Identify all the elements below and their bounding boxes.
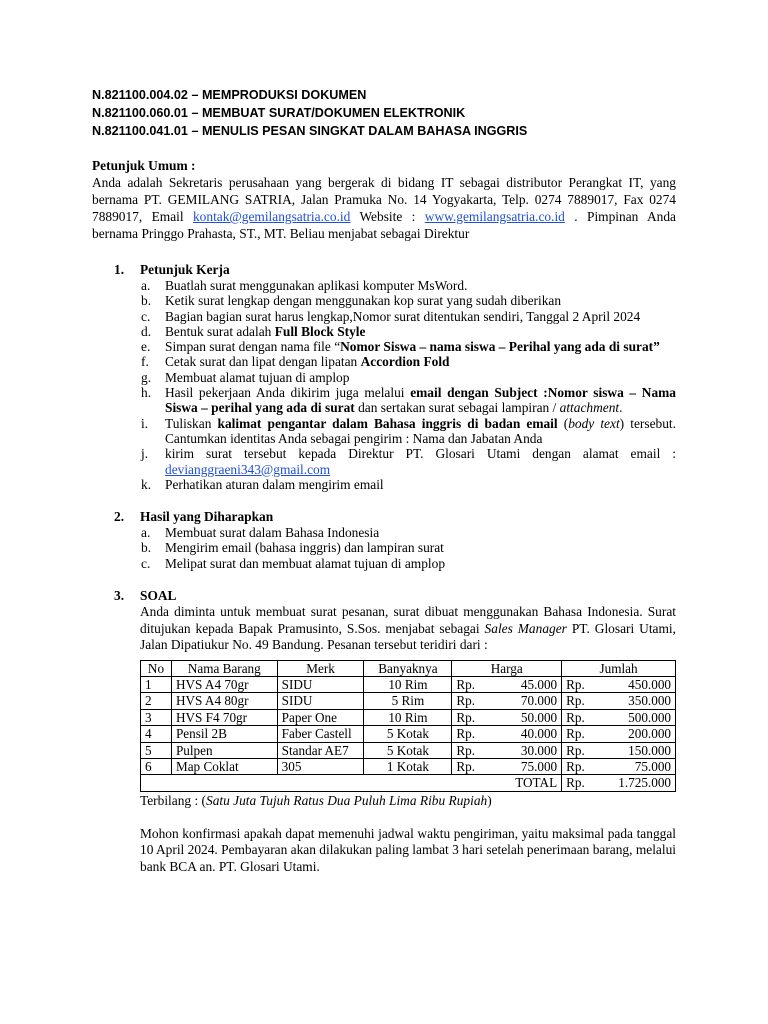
header-line-1: N.821100.004.02 – MEMPRODUKSI DOKUMEN xyxy=(92,88,367,102)
list-item: c. Bagian bagian surat harus lengkap,Nomor surat ditentukan sendiri, Tanggal 2 April 2024 xyxy=(141,308,641,324)
cell-merk: SIDU xyxy=(277,693,364,709)
list-item: k. Perhatikan aturan dalam mengirim email xyxy=(141,476,384,492)
list-item: a. Buatlah surat menggunakan aplikasi komputer MsWord. xyxy=(141,278,468,293)
col-header: Nama Barang xyxy=(171,660,277,676)
cell-jumlah: Rp. 450.000 xyxy=(562,676,676,692)
total-label: TOTAL xyxy=(141,775,562,791)
order-rows xyxy=(141,676,676,774)
document-headers xyxy=(92,86,676,140)
list-item: f. Cetak surat dan lipat dengan lipatan Accordion Fold xyxy=(141,354,450,370)
cell-no: 5 xyxy=(141,742,172,758)
soal-heading: 3. SOAL xyxy=(114,588,177,604)
cell-merk: SIDU xyxy=(277,676,364,692)
cell-no: 3 xyxy=(141,709,172,725)
col-header: Harga xyxy=(452,660,562,676)
total-value-cell: Rp. 1.725.000 xyxy=(562,775,676,791)
cell-nama: HVS A4 80gr xyxy=(171,693,277,709)
cell-nama: Map Coklat xyxy=(171,758,277,774)
hasil-list xyxy=(92,525,676,571)
cell-no: 6 xyxy=(141,758,172,774)
header-line-3: N.821100.041.01 – MENULIS PESAN SINGKAT DALAM BAHASA INGGRIS xyxy=(92,124,528,138)
cell-qty: 10 Rim xyxy=(364,709,452,725)
cell-jumlah: Rp. 75.000 xyxy=(562,758,676,774)
cell-merk: Standar AE7 xyxy=(277,742,364,758)
cell-no: 4 xyxy=(141,726,172,742)
petunjuk-kerja-heading: 1. Petunjuk Kerja xyxy=(114,262,230,277)
soal-paragraph: Anda diminta untuk membuat surat pesanan, surat dibuat menggunakan Bahasa Indonesia. Surat ditujukan kepada Bapak Pramusinto, S.Sos. menjabat sebagai Sales Manager PT. Glosari Utami, Jalan Dipatiukur No. 49 Bandung. Pesanan tersebut teridiri dari : xyxy=(140,604,676,653)
cell-harga: Rp. 45.000 xyxy=(452,676,562,692)
list-item: e. Simpan surat dengan nama file “Nomor Siswa – nama siswa – Perihal yang ada di surat” xyxy=(141,339,660,355)
cell-harga: Rp. 75.000 xyxy=(452,758,562,774)
table-row xyxy=(141,676,676,692)
cell-qty: 5 Kotak xyxy=(364,726,452,742)
order-table xyxy=(140,660,676,792)
cell-harga: Rp. 30.000 xyxy=(452,742,562,758)
list-item: b. Mengirim email (bahasa inggris) dan lampiran surat xyxy=(141,540,444,556)
cell-merk: Faber Castell xyxy=(277,726,364,742)
website-link[interactable]: www.gemilangsatria.co.id xyxy=(424,209,565,224)
petunjuk-umum-text: Anda adalah Sekretaris perusahaan yang bergerak di bidang IT sebagai distributor Perangkat IT, yang bernama PT. GEMILANG SATRIA, Jalan Pramuka No. 14 Yogyakarta, Telp. 0274 7889017, Fax 0274 7889017, Email kontak@gemilangsatria.co.id Website : www.gemilangsatria.co.id . Pimpinan Anda bernama Pringgo Prahasta, ST., MT. Beliau menjabat sebagai Direktur xyxy=(92,175,676,241)
cell-nama: HVS F4 70gr xyxy=(171,709,277,725)
cell-no: 1 xyxy=(141,676,172,692)
petunjuk-umum-title: Petunjuk Umum : xyxy=(92,158,196,173)
total-row xyxy=(141,775,676,791)
list-item: g. Membuat alamat tujuan di amplop xyxy=(141,369,350,385)
list-item: c. Melipat surat dan membuat alamat tujuan di amplop xyxy=(141,555,446,571)
table-row xyxy=(141,758,676,774)
document-page xyxy=(92,86,676,875)
cell-merk: 305 xyxy=(277,758,364,774)
header-line-2: N.821100.060.01 – MEMBUAT SURAT/DOKUMEN ELEKTRONIK xyxy=(92,106,466,120)
list-item: j. kirim surat tersebut kepada Direktur PT. Glosari Utami dengan alamat email : devianggraeni343@gmail.com xyxy=(141,446,676,477)
cell-qty: 1 Kotak xyxy=(364,758,452,774)
list-item: d. Bentuk surat adalah Full Block Style xyxy=(141,323,366,339)
table-row xyxy=(141,742,676,758)
cell-jumlah: Rp. 350.000 xyxy=(562,693,676,709)
col-header: Jumlah xyxy=(562,660,676,676)
col-header: Banyaknya xyxy=(364,660,452,676)
list-item: b. Ketik surat lengkap dengan menggunakan kop surat yang sudah diberikan xyxy=(141,293,562,309)
cell-qty: 5 Kotak xyxy=(364,742,452,758)
total-value: 1.725.000 xyxy=(618,775,671,791)
soal-section xyxy=(92,587,676,875)
cell-nama: Pulpen xyxy=(171,742,277,758)
cell-nama: HVS A4 70gr xyxy=(171,676,277,692)
terbilang: Terbilang : (Satu Juta Tujuh Ratus Dua Puluh Lima Ribu Rupiah) xyxy=(140,792,492,808)
hasil-section xyxy=(92,508,676,571)
list-item: h. Hasil pekerjaan Anda dikirim juga melalui email dengan Subject :Nomor siswa – Nama Siswa – perihal yang ada di surat dan sertakan surat sebagai lampiran / attachment. xyxy=(141,385,677,416)
direktur-email-link[interactable]: devianggraeni343@gmail.com xyxy=(165,461,331,477)
hasil-heading: 2. Hasil yang Diharapkan xyxy=(114,509,274,525)
cell-harga: Rp. 40.000 xyxy=(452,726,562,742)
cell-merk: Paper One xyxy=(277,709,364,725)
table-row xyxy=(141,726,676,742)
cell-jumlah: Rp. 150.000 xyxy=(562,742,676,758)
cell-nama: Pensil 2B xyxy=(171,726,277,742)
col-header: Merk xyxy=(277,660,364,676)
closing-paragraph: Mohon konfirmasi apakah dapat memenuhi jadwal waktu pengiriman, yaitu maksimal pada tanggal 10 April 2024. Pembayaran akan dilakukan paling lambat 3 hari setelah penerimaan barang, melalui bank BCA an. PT. Glosari Utami. xyxy=(140,825,676,874)
cell-qty: 5 Rim xyxy=(364,693,452,709)
list-item: i. Tuliskan kalimat pengantar dalam Bahasa inggris di badan email (body text) tersebut. Cantumkan identitas Anda sebagai pengirim : Nama dan Jabatan Anda xyxy=(141,415,676,446)
col-header: No xyxy=(141,660,172,676)
table-row xyxy=(141,709,676,725)
cell-harga: Rp. 70.000 xyxy=(452,693,562,709)
table-row xyxy=(141,693,676,709)
cell-harga: Rp. 50.000 xyxy=(452,709,562,725)
petunjuk-kerja-list xyxy=(92,278,676,492)
petunjuk-kerja-section xyxy=(92,261,676,492)
cell-no: 2 xyxy=(141,693,172,709)
list-item: a. Membuat surat dalam Bahasa Indonesia xyxy=(141,525,380,541)
cell-jumlah: Rp. 200.000 xyxy=(562,726,676,742)
cell-qty: 10 Rim xyxy=(364,676,452,692)
cell-jumlah: Rp. 500.000 xyxy=(562,709,676,725)
petunjuk-umum-section xyxy=(92,157,676,242)
email-link[interactable]: kontak@gemilangsatria.co.id xyxy=(192,209,351,224)
table-header-row xyxy=(141,660,676,676)
